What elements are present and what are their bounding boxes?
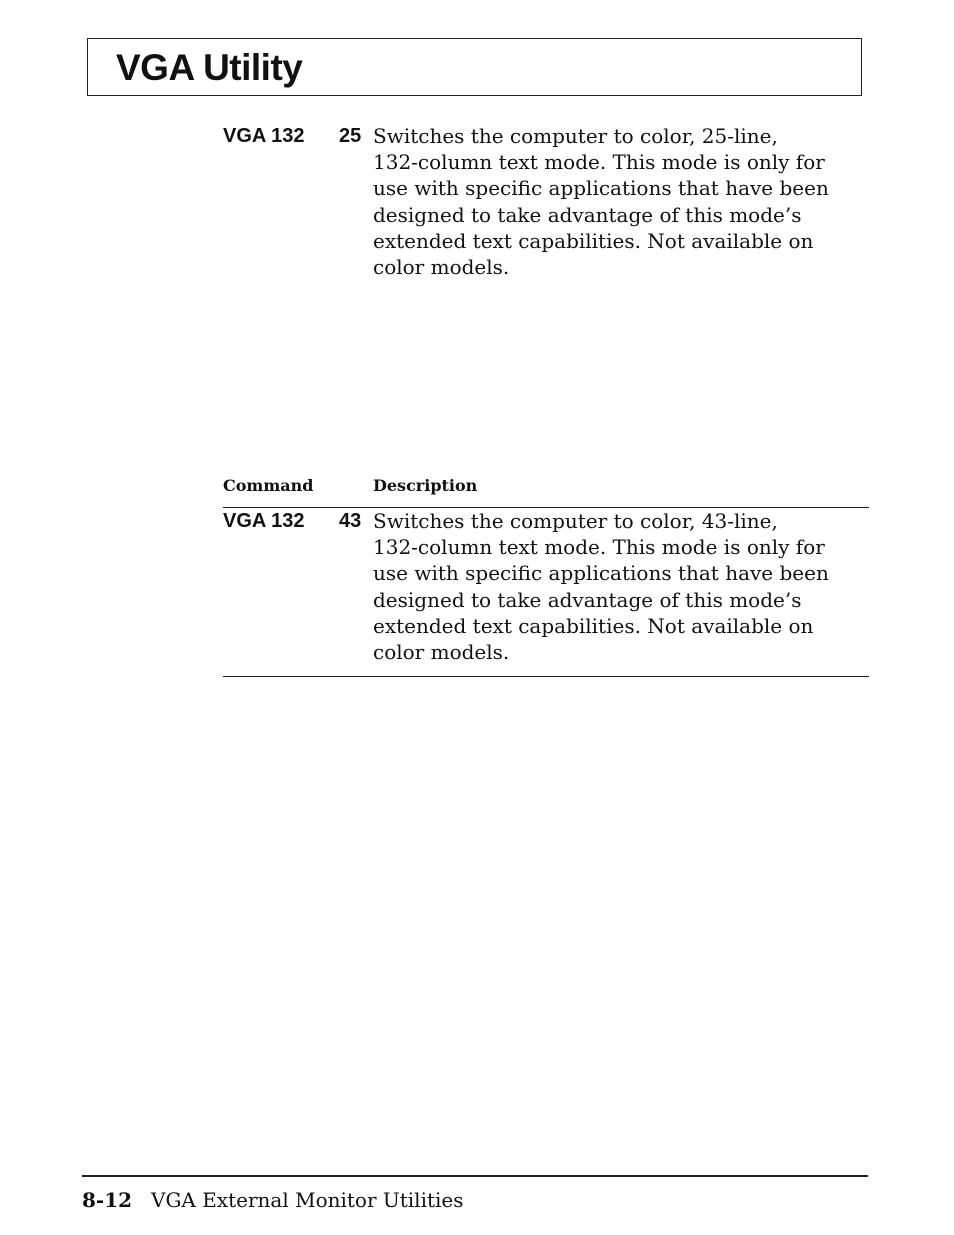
command-name: VGA 132	[223, 125, 305, 147]
page-title: VGA Utility	[116, 47, 303, 88]
command-description: Switches the computer to color, 25-line, 132-column text mode. This mode is only for use with specific applications that have been designed to take advantage of this mode’s extended text capabilities. Not available on color models.	[373, 124, 829, 280]
command-entry	[223, 123, 869, 283]
page-header	[87, 38, 862, 96]
table-bottom-rule	[223, 676, 869, 677]
footer-rule	[82, 1175, 868, 1177]
footer-section-title: VGA External Monitor Utilities	[151, 1188, 464, 1212]
command-argument: 43	[339, 510, 362, 532]
command-argument: 25	[339, 125, 362, 147]
column-header-description: Description	[373, 476, 478, 495]
footer-page-number: 8-12	[82, 1188, 133, 1212]
command-name: VGA 132	[223, 510, 305, 532]
command-description: Switches the computer to color, 43-line, 132-column text mode. This mode is only for use with specific applications that have been designed to take advantage of this mode’s extended text capabilities. Not available on color models.	[373, 509, 829, 665]
table-row	[223, 508, 869, 668]
column-header-command: Command	[223, 476, 314, 495]
